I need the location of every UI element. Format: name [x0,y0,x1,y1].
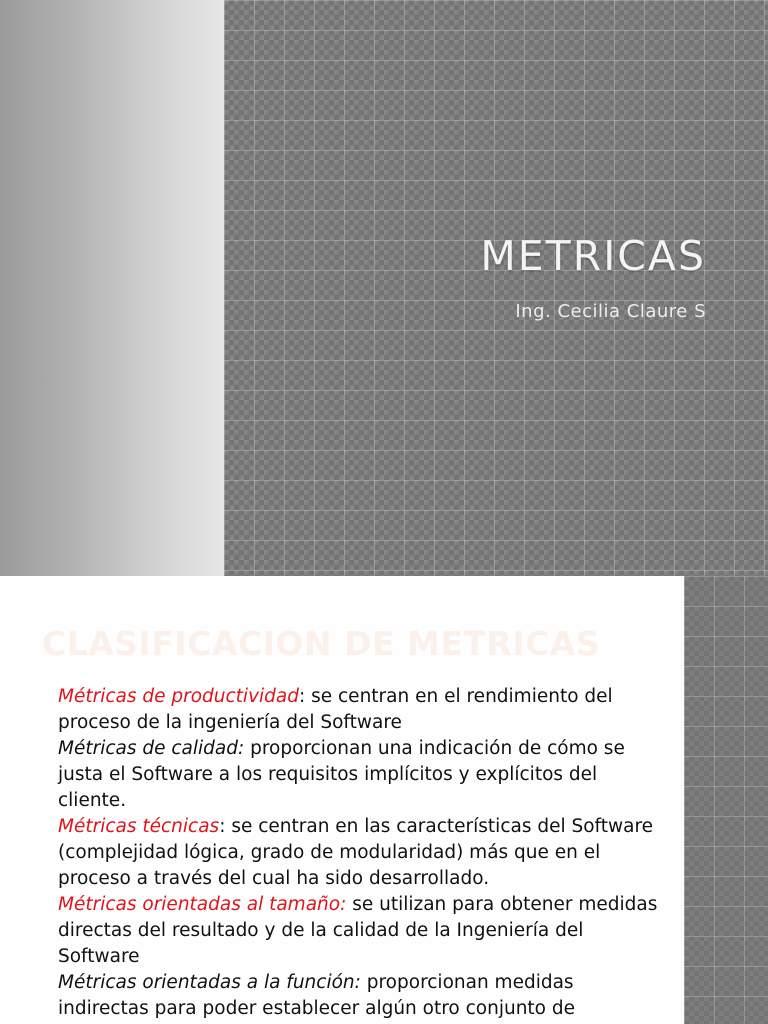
metric-term: Métricas de calidad: [58,738,245,759]
metric-item-funcion [58,970,670,1022]
title-slide-gradient-panel [0,0,224,576]
metric-term: Métricas orientadas al tamaño: [58,894,347,915]
content-slide [0,576,768,1024]
metric-term: Métricas orientadas a la función: [58,972,361,993]
slide-subtitle: Ing. Cecilia Claure S [515,301,706,322]
metric-item-tecnicas [58,814,670,892]
metric-description: : se centran en las características del Software (complejidad lógica, grado de modularidad) más que en el proceso a través del cual ha sido desarrollado. [58,816,654,889]
metrics-list [58,684,670,1022]
metric-description: proporcionan medidas indirectas para poder establecer algún otro conjunto de [58,972,576,1019]
content-slide-heading: CLASIFICACION DE METRICAS [42,624,601,663]
metric-item-calidad [58,736,670,814]
metric-description: se utilizan para obtener medidas directas del resultado y de la calidad de la Ingeniería del Software [58,894,658,967]
metric-term: Métricas de productividad [58,686,299,707]
title-slide-pattern-panel [224,0,768,576]
metric-item-productividad [58,684,670,736]
slide-title: METRICAS [480,232,706,280]
pattern-side-strip [684,576,768,1024]
metric-item-tamano [58,892,670,970]
metric-description: : se centran en el rendimiento del proceso de la ingeniería del Software [58,686,613,733]
metric-term: Métricas técnicas [58,816,220,837]
metric-description: proporcionan una indicación de cómo se justa el Software a los requisitos implícitos y explícitos del cliente. [58,738,625,811]
